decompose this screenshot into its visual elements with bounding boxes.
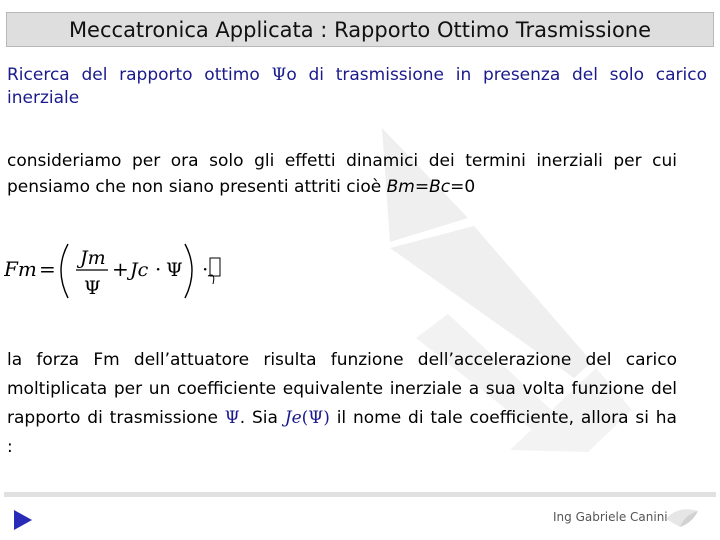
footer-divider (4, 492, 716, 497)
formula-jc: Jc (130, 259, 149, 281)
next-slide-arrow-icon[interactable] (14, 510, 32, 530)
footer-author: Ing Gabriele Canini (553, 510, 668, 524)
para2-line3-c: il nome di tale coefficiente, allora si ha (329, 408, 677, 428)
je-argument: (Ψ) (301, 408, 330, 428)
para2-line1: la forza Fm dell’attuatore risulta funzione dell’accelerazione del carico (7, 350, 677, 370)
slide-title: Meccatronica Applicata : Rapporto Ottimo Trasmissione (68, 17, 652, 42)
page-curl-icon (662, 497, 702, 529)
para1-line2: pensiamo che non siano presenti attriti cioè (7, 177, 387, 197)
paragraph-equivalent-inertia (7, 346, 677, 462)
formula-numerator: Jm (80, 247, 106, 269)
subtitle-line1-a: Ricerca del rapporto ottimo (7, 65, 272, 85)
para2-line4: : (7, 437, 13, 457)
formula-denominator: Ψ (84, 277, 101, 299)
formula-lhs: Fm (4, 257, 37, 281)
equals-sign: = (414, 177, 430, 197)
para2-line2: moltiplicata per un coefficiente equivalente inerziale a sua volta funzione del (7, 379, 677, 399)
para1-line1: consideriamo per ora solo gli effetti dinamici dei termini inerziali per cui (7, 151, 677, 171)
missing-glyph-box (210, 258, 220, 276)
formula-dot: · (155, 257, 162, 281)
para2-line3-a: rapporto di trasmissione (7, 408, 225, 428)
right-paren (185, 244, 192, 298)
equals-zero: =0 (450, 177, 476, 197)
formula-plus: + (112, 257, 129, 281)
subtitle-line1-b: o di trasmissione in presenza del solo carico (286, 65, 708, 85)
je-symbol: Je (284, 408, 302, 428)
bc-symbol: Bc (429, 177, 451, 197)
psi-symbol: Ψ (271, 65, 287, 85)
left-paren (61, 244, 68, 298)
force-formula (4, 236, 234, 306)
bm-symbol: Bm (386, 177, 415, 197)
formula-psi: Ψ (166, 259, 183, 281)
subtitle-line2: inerziale (7, 88, 80, 108)
formula-equals: = (39, 257, 56, 281)
formula-tail: · (202, 257, 209, 281)
subtitle-text (7, 64, 707, 110)
paragraph-inertial-effects (7, 148, 677, 200)
para2-line3-b: . Sia (239, 408, 285, 428)
title-bar (6, 12, 714, 47)
psi-symbol: Ψ (224, 408, 240, 428)
